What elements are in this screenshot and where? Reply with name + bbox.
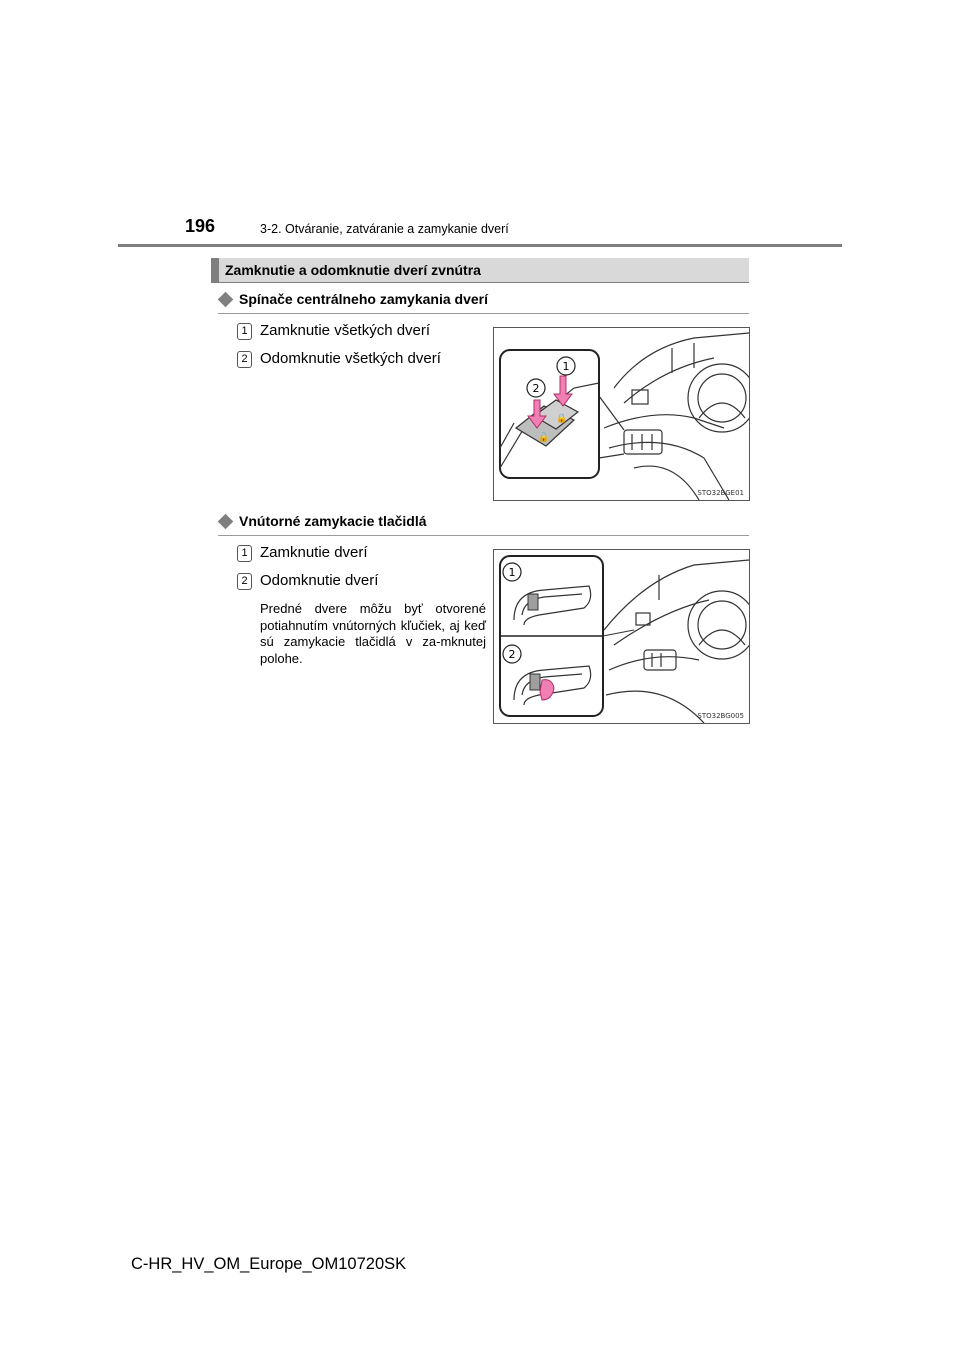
svg-text:🔓: 🔓	[538, 433, 550, 443]
door-handle-illustration	[494, 550, 749, 723]
figure-callout-1: 1	[562, 360, 570, 373]
figure-callout-2: 2	[508, 648, 516, 661]
list-item	[237, 544, 368, 562]
figure-code: STO32BG005	[697, 712, 744, 720]
figure-code: STO32BGE01	[697, 489, 744, 497]
list-item	[237, 350, 441, 368]
subsection-central-lock-label: Spínače centrálneho zamykania dverí	[239, 291, 488, 307]
page-number: 196	[185, 216, 216, 236]
subsection-inside-buttons-label: Vnútorné zamykacie tlačidlá	[239, 513, 427, 529]
item-text: Zamknutie všetkých dverí	[260, 322, 431, 339]
section-title: Zamknutie a odomknutie dverí zvnútra	[225, 262, 481, 278]
list-item	[237, 322, 430, 340]
diamond-bullet-icon	[218, 292, 234, 308]
subsection-rule	[218, 535, 749, 536]
header-rule	[118, 244, 842, 247]
item-number-badge: 2	[237, 351, 252, 368]
item-number-badge: 1	[237, 323, 252, 340]
section-accent	[211, 258, 219, 283]
item-number-badge: 1	[237, 545, 252, 562]
subsection-inside-buttons-title	[218, 513, 427, 529]
section-title-bar	[211, 258, 749, 283]
subsection-rule	[218, 313, 749, 314]
item-text: Odomknutie dverí	[260, 572, 379, 589]
svg-text:🔒: 🔒	[556, 414, 568, 424]
figure-inside-lock-buttons	[493, 549, 750, 724]
document-code: C-HR_HV_OM_Europe_OM10720SK	[131, 1255, 407, 1273]
item-text: Zamknutie dverí	[260, 544, 368, 561]
list-item	[237, 572, 378, 590]
note-text: Predné dvere môžu byť otvorené potiahnutím vnútorných kľučiek, aj keď sú zamykacie tlačidlá v za-mknutej polohe.	[260, 601, 486, 666]
chapter-title: 3-2. Otváranie, zatváranie a zamykanie dverí	[260, 222, 509, 236]
figure-callout-1: 1	[508, 566, 516, 579]
diamond-bullet-icon	[218, 514, 234, 530]
figure-callout-2: 2	[532, 382, 540, 395]
subsection-central-lock-title	[218, 291, 488, 307]
item-text: Odomknutie všetkých dverí	[260, 350, 441, 367]
item-number-badge: 2	[237, 573, 252, 590]
figure-central-lock-switches	[493, 327, 750, 501]
door-switch-illustration	[494, 328, 749, 500]
